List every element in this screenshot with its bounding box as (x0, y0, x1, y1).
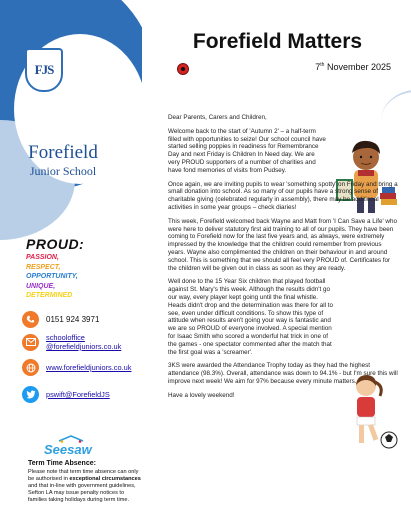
website-link[interactable]: www.forefieldjuniors.co.uk (46, 363, 132, 372)
contact-phone (22, 311, 99, 328)
value-passion: PASSION, (26, 254, 59, 261)
letter-body (168, 114, 399, 406)
value-determined: DETERMINED (26, 292, 73, 300)
contact-website[interactable] (22, 359, 131, 376)
value-opportunity: OPPORTUNITY, (26, 273, 78, 281)
school-crest-logo: FJS (25, 48, 63, 92)
value-unique: UNIQUE, (26, 282, 56, 290)
value-respect: RESPECT, (26, 263, 61, 271)
contact-twitter[interactable] (22, 386, 110, 403)
phone-number: 0151 924 3971 (46, 315, 100, 324)
newsletter-title: Forefield Matters (192, 30, 363, 53)
phone-icon (22, 311, 39, 328)
newsletter-date: 7th November 2025 (315, 62, 391, 72)
envelope-icon (22, 334, 39, 351)
paragraph-football: Well done to the 15 Year Six children that played football against St. Mary's this week. Although the results didn't go our way, every player kept going until the final whistle. Heads didn't drop and the determination was there for all to see, even under difficult conditions. To show this type of attitude when results aren't going your way is fantastic and we are so PROUD of everyone involved. A special mention for Isaac Smith who scored a wonderful hat trick in one of the games - one spectator commented after the match that the first goal was a 'screamer'. (168, 278, 334, 356)
twitter-handle-link[interactable]: pswift@ForefieldJS (46, 390, 110, 399)
seesaw-app-name[interactable]: Seesaw (44, 442, 92, 457)
salutation: Dear Parents, Carers and Children, (168, 114, 267, 121)
school-name: Forefield (28, 142, 98, 163)
closing-line: Have a lovely weekend! (168, 391, 235, 399)
values-list (26, 253, 78, 301)
values-title: PROUD: (26, 236, 85, 252)
twitter-bird-icon (22, 386, 39, 403)
absence-title: Term Time Absence: (28, 460, 96, 467)
paragraph-welcome: Welcome back to the start of 'Autumn 2' – a half-term filled with opportunities to seize! Our school council have started selling poppies in readiness for Remembrance Day and next Friday is Children In Need day. We are very PROUD supporters of a number of charities and have fond memories of visits from Pudsey. (168, 127, 326, 174)
globe-icon (22, 359, 39, 376)
email-link[interactable]: schooloffice @forefieldjuniors.co.uk (46, 333, 122, 351)
school-name-subtitle: Junior School (29, 164, 97, 178)
absence-notice: Please note that term time absence can only be authorised in exceptional circumstances and that in-line with government guidelines, Sefton LA may issue penalty notices to families taking holidays during term time. (28, 469, 141, 503)
paragraph-first-aid: This week, Forefield welcomed back Wayne and Matt from 'I Can Save a Life' who were here to deliver statutory first aid training to all of our pupils. They have been coming to Forefield now for the last five years and, as always, were extremely impressed by the knowledge that the children could remember from previous years. Wayne also complimented the children on their behaviour in and around school. This is something that we should all feel very PROUD of. Certificates for the children will be given out in class as soon as they are ready. (168, 217, 397, 272)
paragraph-spotty: Once again, we are inviting pupils to wear 'something spotty' on Friday and bring a small donation into school. As so many of our pupils have a strong sense of charitable giving (celebrated regularly in assembly), there may be additional activities in some year groups – check diaries! (168, 180, 398, 211)
sidebar (0, 0, 142, 508)
poppy-icon (177, 63, 189, 75)
contact-email[interactable] (22, 333, 121, 351)
paragraph-attendance: 3KS were awarded the Attendance Trophy today as they had the highest attendance (98.3%). Overall, attendance was down to 94.1% - but I'm sure this will improve next week! We aim for 97% because every minute matters. (168, 362, 398, 385)
